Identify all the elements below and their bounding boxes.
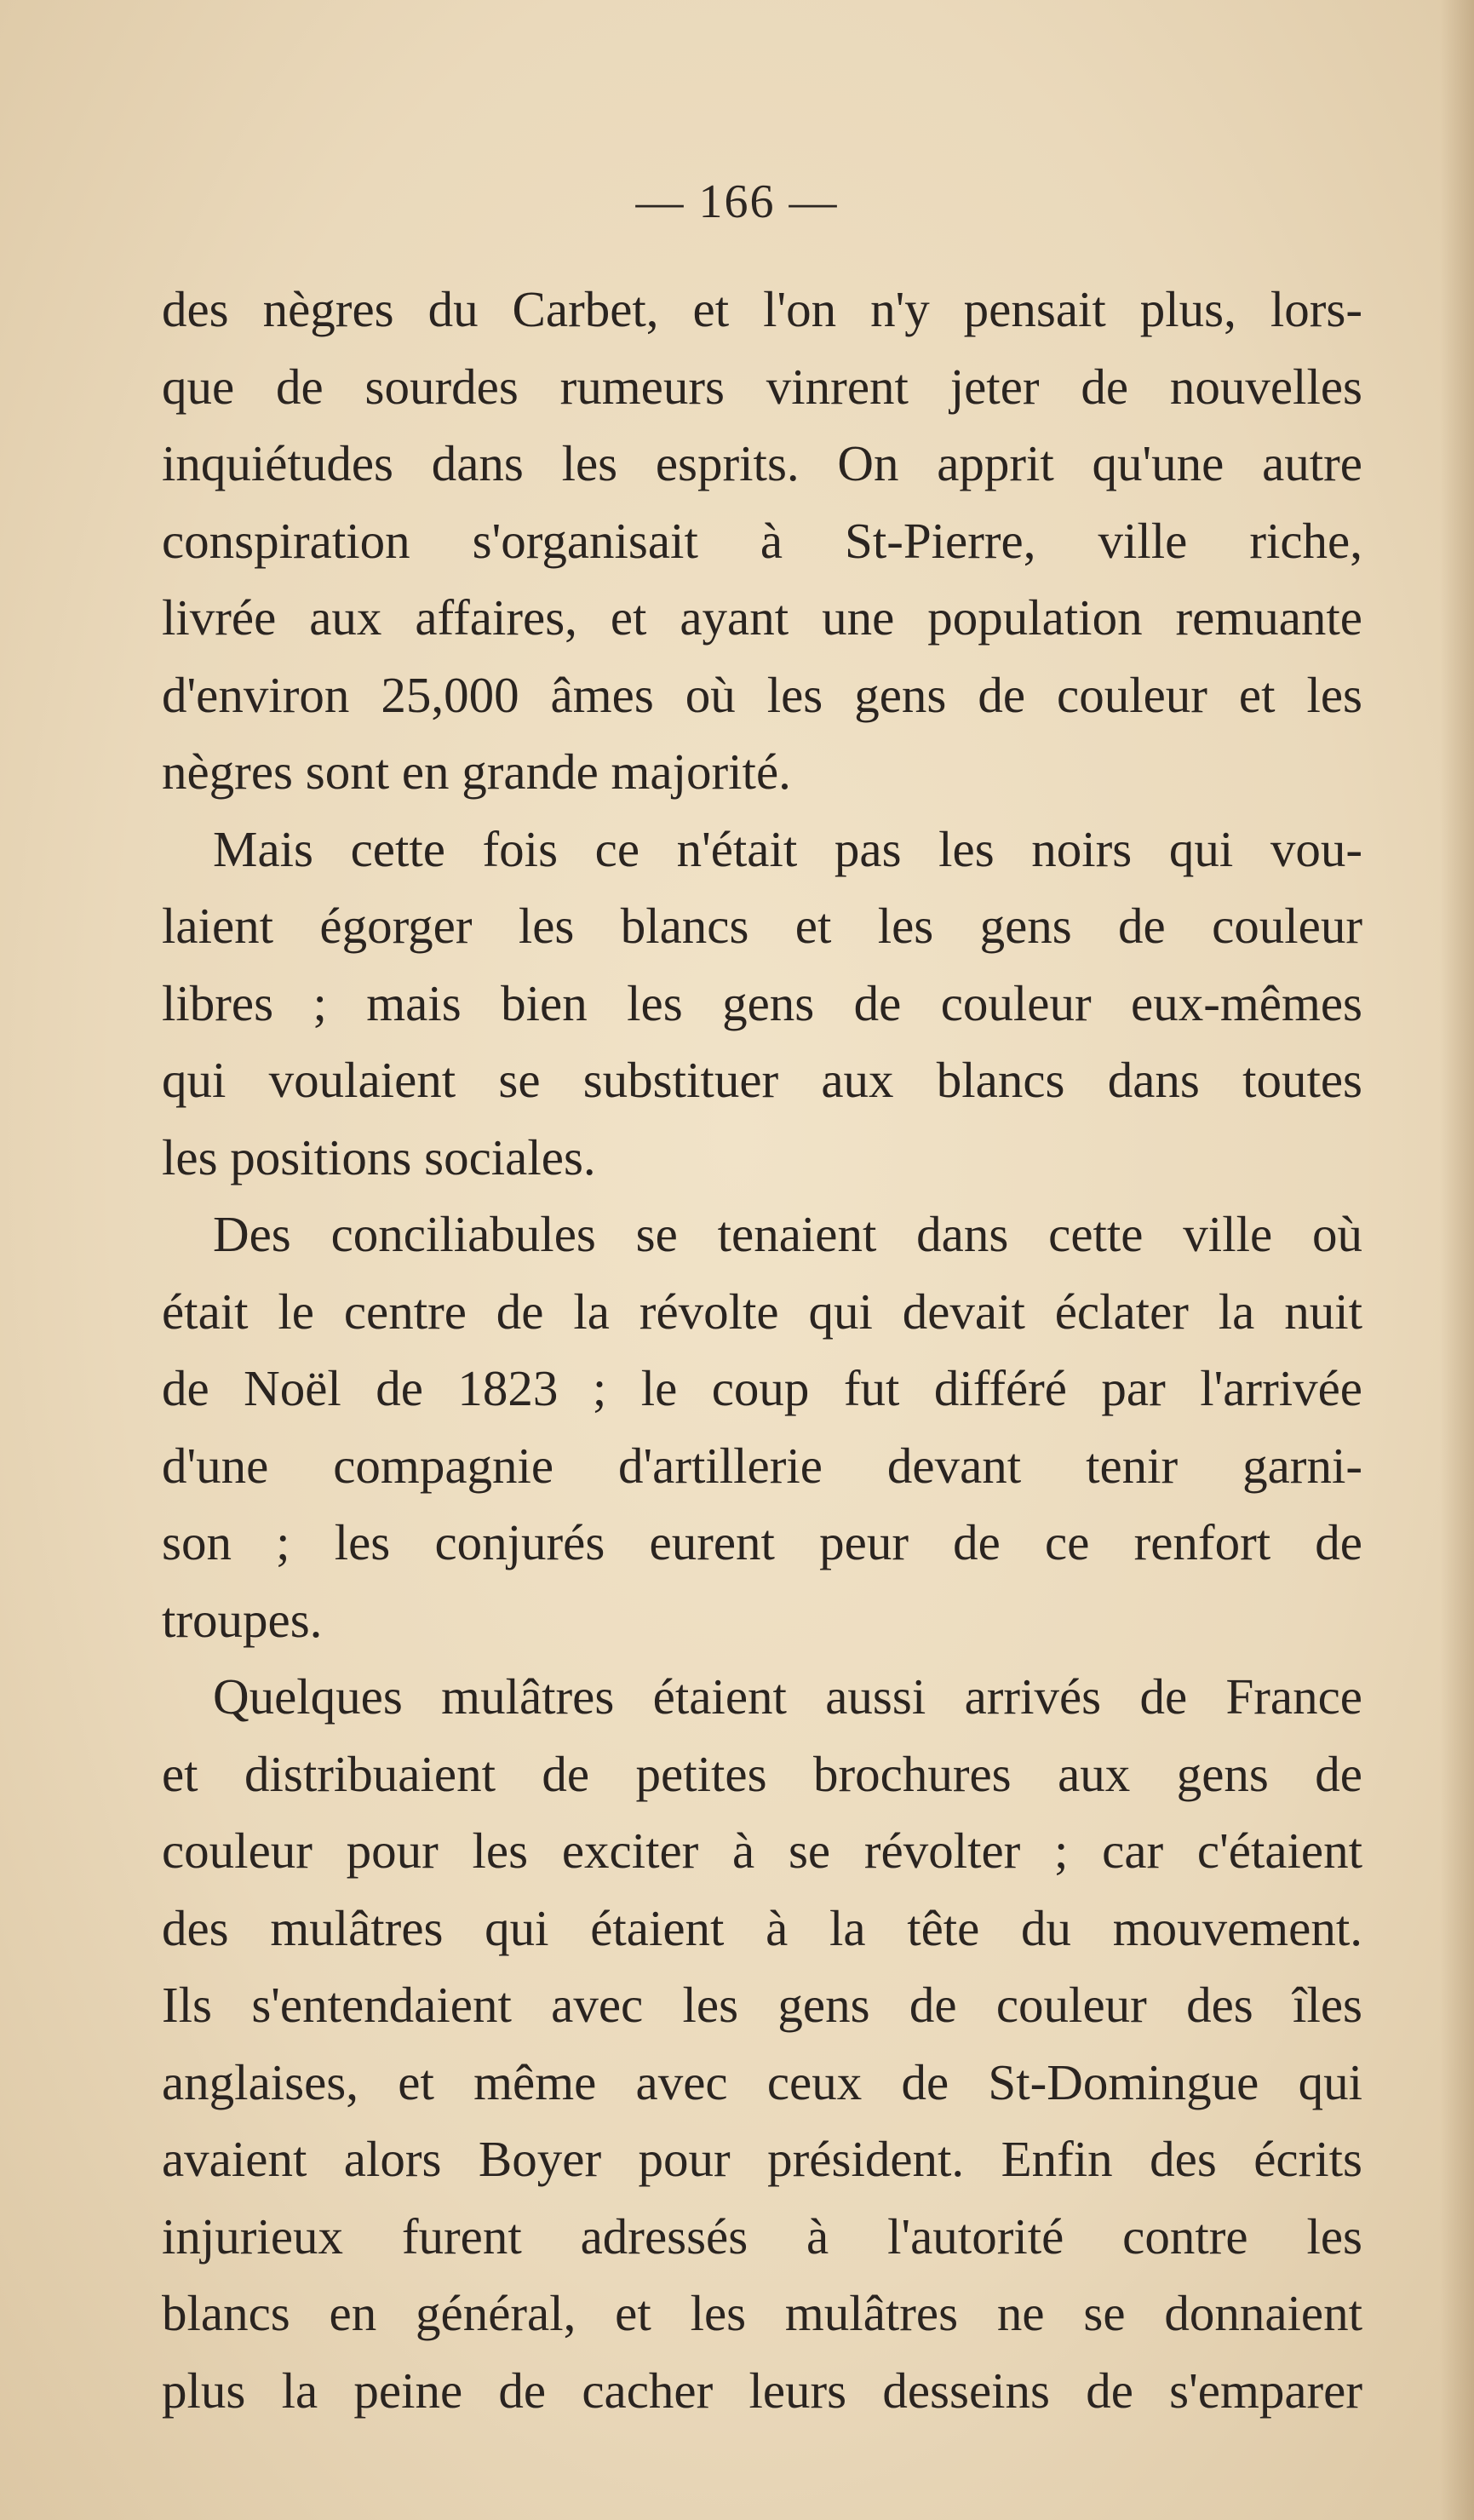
text-line: Quelques mulâtres étaient aussi arrivés de France: [213, 1668, 1362, 1725]
text-line: blancs en général, et les mulâtres ne se donnaient: [162, 2285, 1362, 2341]
text-line: conspiration s'organisait à St-Pierre, ville riche,: [162, 512, 1362, 569]
text-line: des mulâtres qui étaient à la tête du mouvement.: [162, 1899, 1362, 1956]
text-line: libres ; mais bien les gens de couleur eux-mêmes: [162, 974, 1362, 1031]
text-line: d'environ 25,000 âmes où les gens de couleur et les: [162, 666, 1362, 723]
text-line: Ils s'entendaient avec les gens de couleur des îles: [162, 1977, 1362, 2033]
text-line: et distribuaient de petites brochures aux gens de: [162, 1745, 1362, 1802]
text-line: de Noël de 1823 ; le coup fut différé par l'arrivée: [162, 1360, 1362, 1416]
text-line: son ; les conjurés eurent peur de ce renfort de: [162, 1514, 1362, 1570]
text-line: qui voulaient se substituer aux blancs dans toutes: [162, 1052, 1362, 1108]
text-line: d'une compagnie d'artillerie devant tenir garni-: [162, 1437, 1362, 1494]
text-line: les positions sociales.: [162, 1128, 596, 1185]
text-line: Mais cette fois ce n'était pas les noirs qui vou-: [213, 820, 1362, 877]
page-edge-shadow: [1440, 0, 1474, 2520]
text-line: plus la peine de cacher leurs desseins de s'emparer: [162, 2362, 1362, 2419]
text-line: troupes.: [162, 1591, 323, 1648]
text-line: nègres sont en grande majorité.: [162, 743, 791, 800]
text-line: inquiétudes dans les esprits. On apprit qu'une autre: [162, 435, 1362, 491]
text-line: anglaises, et même avec ceux de St-Domingue qui: [162, 2053, 1362, 2110]
text-line: des nègres du Carbet, et l'on n'y pensait plus, lors-: [162, 281, 1362, 337]
text-line: laient égorger les blancs et les gens de couleur: [162, 898, 1362, 954]
page-number: — 166 —: [635, 175, 839, 228]
text-line: que de sourdes rumeurs vinrent jeter de nouvelles: [162, 358, 1362, 415]
body-text: [162, 271, 1362, 2429]
text-line: avaient alors Boyer pour président. Enfin des écrits: [162, 2131, 1362, 2187]
text-line: couleur pour les exciter à se révolter ; car c'étaient: [162, 1823, 1362, 1879]
text-line: était le centre de la révolte qui devait éclater la nuit: [162, 1283, 1362, 1340]
text-line: injurieux furent adressés à l'autorité contre les: [162, 2207, 1362, 2265]
text-line: livrée aux affaires, et ayant une population remuante: [162, 589, 1362, 646]
text-line: Des conciliabules se tenaient dans cette ville où: [213, 1206, 1362, 1262]
